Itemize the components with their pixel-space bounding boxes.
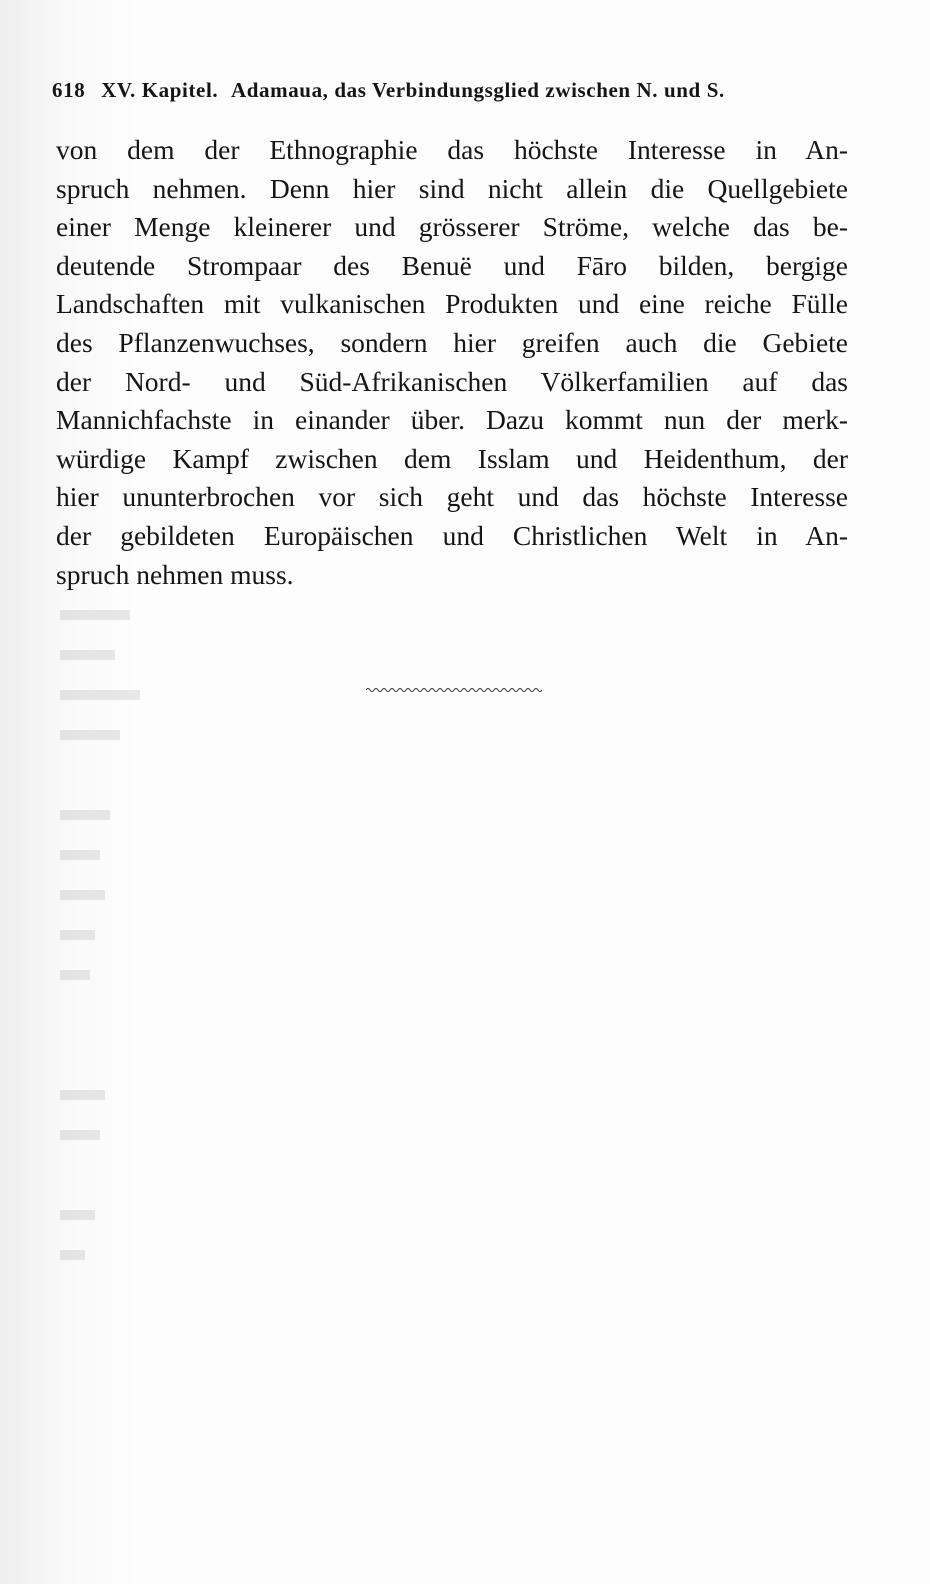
running-header [52, 78, 842, 103]
text-line: von dem der Ethnographie das höchste Interesse in An- [56, 134, 848, 165]
text-line: Landschaften mit vulkanischen Produkten und eine reiche Fülle [56, 288, 848, 320]
text-line: würdige Kampf zwischen dem Isslam und Heidenthum, der [56, 442, 848, 474]
text-line: hier ununterbrochen vor sich geht und das höchste Interesse [56, 481, 848, 513]
text-line: der gebildeten Europäischen und Christlichen Welt in An- [56, 519, 848, 551]
text-line: des Pflanzenwuchses, sondern hier greifen auch die Gebiete [56, 326, 848, 358]
text-line: deutende Strompaar des Benuë und Fāro bilden, bergige [56, 249, 848, 281]
wavy-divider-icon [366, 686, 542, 694]
text-line: einer Menge kleinerer und grösserer Ströme, welche das be- [56, 211, 848, 243]
text-line: Mannichfachste in einander über. Dazu kommt nun der merk- [56, 404, 848, 436]
body-paragraph [56, 131, 848, 594]
page-number: 618 [52, 78, 86, 102]
chapter-label: XV. Kapitel. [101, 78, 219, 102]
text-line: spruch nehmen muss. [56, 558, 294, 590]
running-title: Adamaua, das Verbindungsglied zwischen N. und S. [230, 78, 725, 102]
text-line: der Nord- und Süd-Afrikanischen Völkerfamilien auf das [56, 365, 848, 397]
text-line: spruch nehmen. Denn hier sind nicht allein die Quellgebiete [56, 172, 848, 204]
bleed-through-marks [60, 600, 360, 1400]
